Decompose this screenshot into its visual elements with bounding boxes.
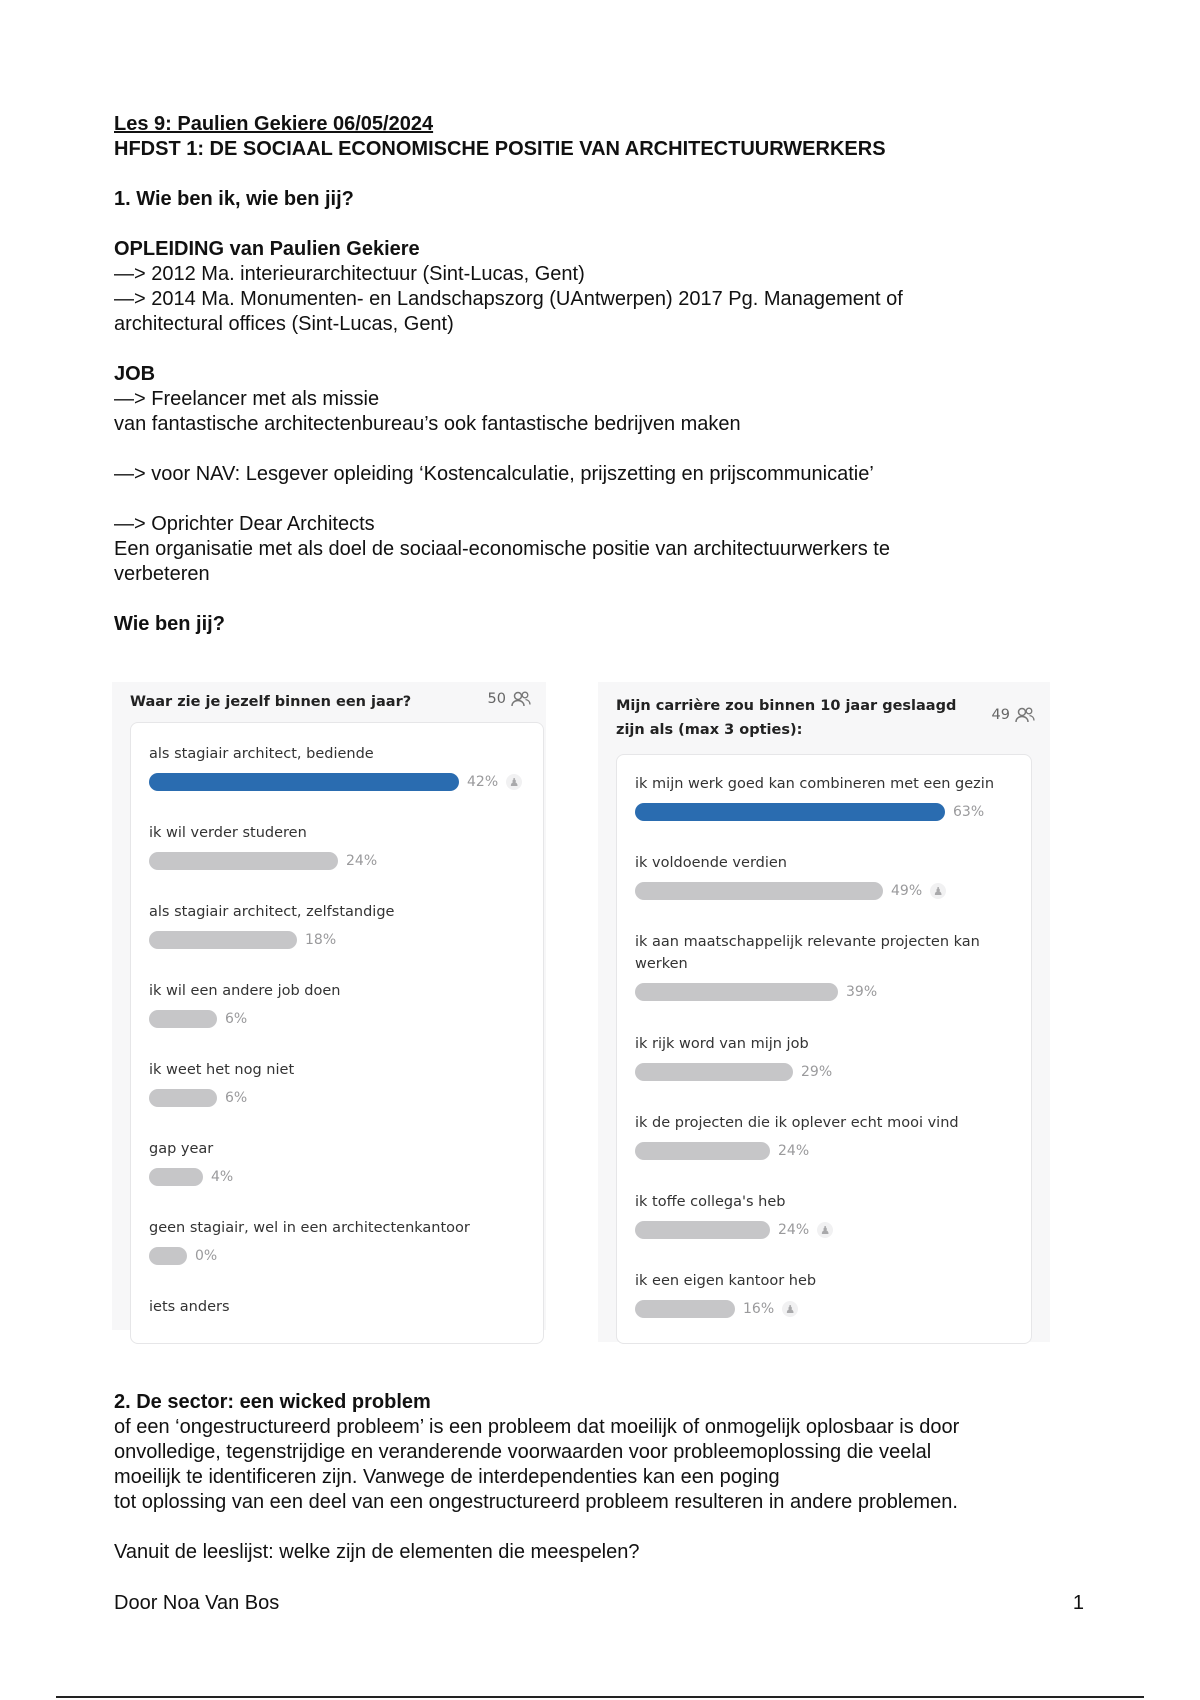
option-percentage: 29% [801, 1064, 833, 1080]
footer-divider [56, 1696, 1144, 1698]
user-icon: ♟ [782, 1301, 798, 1317]
option-label: ik wil verder studeren [149, 825, 307, 841]
respondent-count: 49 [991, 707, 1010, 723]
section2-text: tot oplossing van een deel van een ongestructureerd probleem resulteren in andere problemen. [114, 1491, 958, 1513]
opleiding-line: —> 2012 Ma. interieurarchitectuur (Sint-Lucas, Gent) [114, 263, 585, 285]
option-percentage: 63% [953, 804, 985, 820]
option-percentage: 39% [846, 984, 878, 1000]
poll-one-results [130, 722, 544, 1344]
option-label: ik weet het nog niet [149, 1062, 295, 1078]
result-bar [635, 983, 838, 1001]
poll-option [149, 743, 531, 791]
poll-option [635, 1191, 1019, 1239]
opleiding-line: —> 2014 Ma. Monumenten- en Landschapszorg (UAntwerpen) 2017 Pg. Management of [114, 288, 903, 310]
poll-option [635, 931, 1019, 1001]
section2-body [114, 1390, 1094, 1565]
option-percentage: 4% [211, 1169, 234, 1185]
job-line: Een organisatie met als doel de sociaal-economische positie van architectuurwerkers te [114, 538, 890, 560]
option-percentage: 18% [305, 932, 337, 948]
result-bar [149, 931, 297, 949]
option-label: ik mijn werk goed kan combineren met een gezin [635, 776, 995, 792]
poll-option [635, 773, 1019, 821]
user-icon: ♟ [506, 774, 522, 790]
result-bar [149, 852, 338, 870]
section2-title: 2. De sector: een wicked problem [114, 1391, 431, 1413]
result-bar [149, 1168, 203, 1186]
poll-two-title: Mijn carrière zou binnen 10 jaar geslaagd zijn als (max 3 opties): [616, 698, 957, 738]
poll-option [635, 1112, 1019, 1160]
option-label: als stagiair architect, bediende [149, 746, 374, 762]
opleiding-line: architectural offices (Sint-Lucas, Gent) [114, 313, 454, 335]
lesson-title: Les 9: Paulien Gekiere 06/05/2024 [114, 113, 434, 135]
option-label: ik wil een andere job doen [149, 983, 341, 999]
poll-option [149, 1059, 531, 1107]
option-label: ik een eigen kantoor heb [635, 1273, 817, 1289]
result-bar [635, 1300, 735, 1318]
option-percentage: 16% [743, 1301, 775, 1317]
poll-one-count [480, 690, 532, 708]
poll-one-title: Waar zie je jezelf binnen een jaar? [130, 694, 412, 710]
poll-option [635, 852, 1019, 900]
option-label: als stagiair architect, zelfstandige [149, 904, 395, 920]
result-bar [149, 1089, 217, 1107]
option-percentage: 6% [225, 1011, 248, 1027]
poll-option [149, 1217, 531, 1265]
job-line: —> Oprichter Dear Architects [114, 513, 375, 535]
respondent-count: 50 [487, 691, 506, 707]
job-line: —> voor NAV: Lesgever opleiding ‘Kostencalculatie, prijszetting en prijscommunicatie’ [114, 463, 874, 485]
section1-title: 1. Wie ben ik, wie ben jij? [114, 188, 354, 210]
people-icon [1014, 706, 1036, 724]
option-percentage: 24% [778, 1222, 810, 1238]
result-bar [149, 773, 459, 791]
option-label: ik de projecten die ik oplever echt mooi vind [635, 1115, 959, 1131]
chapter-title: HFDST 1: DE SOCIAAL ECONOMISCHE POSITIE VAN ARCHITECTUURWERKERS [114, 138, 886, 160]
option-label: geen stagiair, wel in een architectenkantoor [149, 1220, 470, 1236]
option-label: gap year [149, 1141, 214, 1157]
page-number: 1 [1072, 1592, 1084, 1614]
page-footer [114, 1592, 1084, 1615]
section2-text: moeilijk te identificeren zijn. Vanwege de interdependenties kan een poging [114, 1466, 780, 1488]
option-label: ik rijk word van mijn job [635, 1036, 809, 1052]
poll-option [635, 1270, 1019, 1318]
poll-option [635, 1033, 1019, 1081]
wie-ben-jij-heading: Wie ben jij? [114, 613, 225, 635]
option-percentage: 49% [891, 883, 923, 899]
option-label: ik toffe collega's heb [635, 1194, 786, 1210]
leeslijst-question: Vanuit de leeslijst: welke zijn de elementen die meespelen? [114, 1541, 640, 1563]
poll-two [598, 682, 1050, 1342]
job-line: —> Freelancer met als missie [114, 388, 380, 410]
section2-text: onvolledige, tegenstrijdige en veranderende voorwaarden voor probleemoplossing die veelal [114, 1441, 932, 1463]
result-bar [635, 1063, 793, 1081]
result-bar [149, 1247, 187, 1265]
opleiding-heading: OPLEIDING van Paulien Gekiere [114, 238, 420, 260]
result-bar [635, 1221, 770, 1239]
poll-option [149, 1296, 531, 1318]
footer-author: Door Noa Van Bos [114, 1592, 280, 1614]
option-percentage: 24% [346, 853, 378, 869]
option-percentage: 42% [467, 774, 499, 790]
poll-option [149, 901, 531, 949]
poll-two-count [984, 694, 1036, 724]
result-bar [149, 1010, 217, 1028]
job-line: verbeteren [114, 563, 210, 585]
poll-option [149, 822, 531, 870]
people-icon [510, 690, 532, 708]
option-label: ik voldoende verdien [635, 855, 787, 871]
option-label: ik aan maatschappelijk relevante projecten kan werken [635, 934, 980, 972]
user-icon: ♟ [817, 1222, 833, 1238]
option-percentage: 24% [778, 1143, 810, 1159]
poll-option [149, 1138, 531, 1186]
option-percentage: 6% [225, 1090, 248, 1106]
poll-two-results [616, 754, 1032, 1344]
result-bar [635, 882, 883, 900]
result-bar [635, 803, 945, 821]
option-percentage: 0% [195, 1248, 218, 1264]
user-icon: ♟ [930, 883, 946, 899]
section2-text: of een ‘ongestructureerd probleem’ is een probleem dat moeilijk of onmogelijk oplosbaar is door [114, 1416, 960, 1438]
job-line: van fantastische architectenbureau’s ook fantastische bedrijven maken [114, 413, 741, 435]
poll-option [149, 980, 531, 1028]
poll-one [112, 682, 546, 1330]
result-bar [635, 1142, 770, 1160]
option-label: iets anders [149, 1299, 230, 1315]
job-heading: JOB [114, 363, 156, 385]
document-body [114, 112, 1094, 637]
